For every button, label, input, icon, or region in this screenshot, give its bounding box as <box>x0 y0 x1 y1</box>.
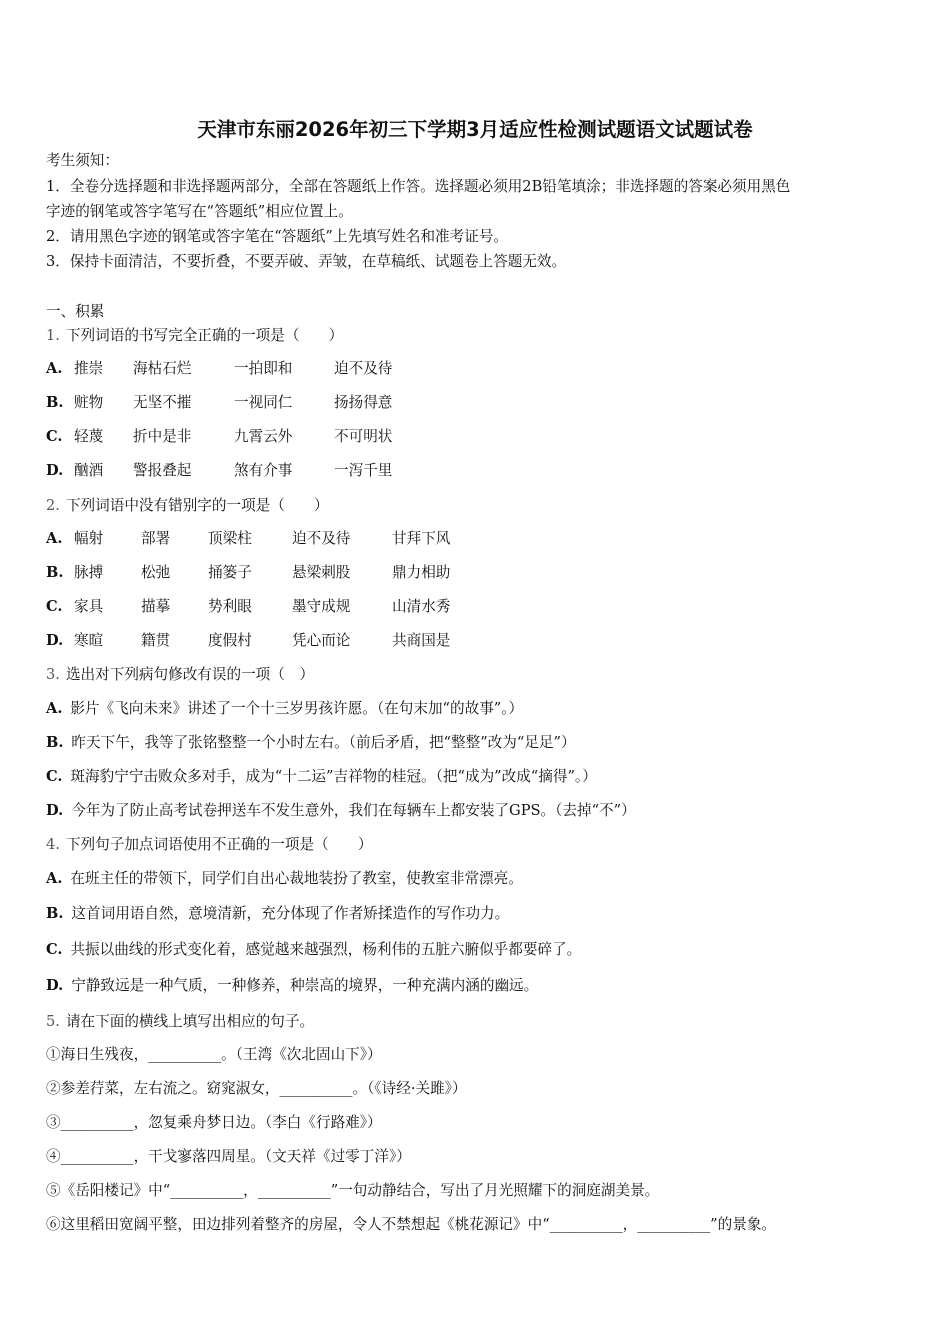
question-number: 4. <box>46 836 60 853</box>
option-word: 一拍即和 <box>234 360 293 377</box>
fill-item-4: ④__________，干戈寥落四周星。（文天祥《过零丁洋》） <box>46 1148 411 1165</box>
question-text: 下列句子加点词语使用不正确的一项是（ ） <box>65 836 373 853</box>
option-word: 墨守成规 <box>292 598 351 615</box>
option-label: D. <box>46 632 64 649</box>
option-text: 共振以曲线的形式变化着，感觉越来越强烈，杨利伟的五脏六腑似乎都要碎了。 <box>70 941 582 958</box>
option-word: 一视同仁 <box>234 394 293 411</box>
option-label: A. <box>46 870 63 887</box>
option-text: 影片《飞向未来》讲述了一个十三岁男孩许愿。（在句末加“的故事”。） <box>70 700 524 717</box>
notice-line-3: 3．保持卡面清洁，不要折叠，不要弄破、弄皱，在草稿纸、试题卷上答题无效。 <box>46 253 567 270</box>
option-word: 扬扬得意 <box>334 394 393 411</box>
question-number: 2. <box>46 497 60 514</box>
option-word: 顶梁柱 <box>208 530 252 547</box>
option-word: 共商国是 <box>392 632 451 649</box>
option-label: A. <box>46 700 63 717</box>
option-label: A. <box>46 530 63 547</box>
fill-item-6: ⑥这里稻田宽阔平整，田边排列着整齐的房屋，令人不禁想起《桃花源记》中“__________，__________”的景象。 <box>46 1216 777 1233</box>
option-label: D. <box>46 977 64 994</box>
question-text: 选出对下列病句修改有误的一项（ ） <box>65 666 315 683</box>
question-2-stem <box>46 496 329 516</box>
option-word: 山清水秀 <box>392 598 451 615</box>
question-3-stem <box>46 665 314 685</box>
option-word: 家具 <box>74 598 104 615</box>
option-word: 部署 <box>141 530 171 547</box>
question-number: 5. <box>46 1013 60 1030</box>
question-text: 下列词语中没有错别字的一项是（ ） <box>65 497 329 514</box>
question-3-option-d <box>46 801 636 821</box>
option-word: 迫不及待 <box>334 360 393 377</box>
option-text: 斑海豹宁宁击败众多对手，成为“十二运”吉祥物的桂冠。（把“成为”改成“摘得”。） <box>70 768 597 785</box>
question-1-stem <box>46 326 343 346</box>
question-4-option-a <box>46 869 523 889</box>
section-heading: 一、积累 <box>46 303 105 320</box>
option-word: 煞有介事 <box>234 462 293 479</box>
option-label: D. <box>46 462 64 479</box>
option-word: 九霄云外 <box>234 428 293 445</box>
option-label: D. <box>46 802 64 819</box>
option-word: 不可明状 <box>334 428 393 445</box>
option-word: 脉搏 <box>74 564 104 581</box>
option-label: C. <box>46 941 63 958</box>
option-text: 在班主任的带领下，同学们自出心裁地装扮了教室，使教室非常漂亮。 <box>70 870 523 887</box>
option-word: 折中是非 <box>133 428 192 445</box>
option-text: 昨天下午，我等了张铭整整一个小时左右。（前后矛盾，把“整整”改为“足足”） <box>71 734 576 751</box>
question-text: 下列词语的书写完全正确的一项是（ ） <box>65 327 344 344</box>
option-label: B. <box>46 734 64 751</box>
option-word: 迫不及待 <box>292 530 351 547</box>
option-word: 凭心而论 <box>292 632 351 649</box>
option-text: 今年为了防止高考试卷押送车不发生意外，我们在每辆车上都安装了GPS。（去掉“不”） <box>71 802 636 819</box>
question-4-option-d <box>46 976 538 996</box>
option-word: 寒暄 <box>74 632 104 649</box>
option-word: 酗酒 <box>74 462 104 479</box>
option-word: 描摹 <box>141 598 171 615</box>
notice-line-1b: 字迹的钢笔或答字笔写在“答题纸”相应位置上。 <box>46 203 353 220</box>
option-label: B. <box>46 905 64 922</box>
question-3-option-a <box>46 699 523 719</box>
option-label: B. <box>46 564 64 581</box>
option-word: 松弛 <box>141 564 171 581</box>
option-word: 鼎力相助 <box>392 564 451 581</box>
question-number: 3. <box>46 666 60 683</box>
question-text: 请在下面的横线上填写出相应的句子。 <box>65 1013 315 1030</box>
option-word: 悬梁刺股 <box>292 564 351 581</box>
fill-item-3: ③__________，忽复乘舟梦日边。（李白《行路难》） <box>46 1114 382 1131</box>
question-number: 1. <box>46 327 60 344</box>
fill-item-5: ⑤《岳阳楼记》中“__________，__________”一句动静结合，写出了月光照耀下的洞庭湖美景。 <box>46 1182 660 1199</box>
option-label: C. <box>46 768 63 785</box>
fill-item-1: ①海日生残夜，__________。（王湾《次北固山下》） <box>46 1046 382 1063</box>
option-word: 一泻千里 <box>334 462 393 479</box>
question-5-stem <box>46 1012 314 1032</box>
option-word: 度假村 <box>208 632 252 649</box>
option-label: A. <box>46 360 63 377</box>
question-4-option-b <box>46 904 509 924</box>
option-label: C. <box>46 428 63 445</box>
option-word: 推崇 <box>74 360 104 377</box>
option-word: 赃物 <box>74 394 104 411</box>
question-3-option-c <box>46 767 597 787</box>
option-word: 轻蔑 <box>74 428 104 445</box>
option-label: C. <box>46 598 63 615</box>
option-word: 籍贯 <box>141 632 171 649</box>
question-4-stem <box>46 835 372 855</box>
notice-heading: 考生须知： <box>46 152 119 169</box>
option-word: 海枯石烂 <box>133 360 192 377</box>
question-4-option-c <box>46 940 581 960</box>
notice-line-1a: 1．全卷分选择题和非选择题两部分，全部在答题纸上作答。选择题必须用2B铅笔填涂；非选择题的答案必须用黑色 <box>46 178 791 195</box>
option-word: 警报叠起 <box>133 462 192 479</box>
option-text: 宁静致远是一种气质，一种修养，种崇高的境界，一种充满内涵的幽远。 <box>71 977 539 994</box>
option-word: 无坚不摧 <box>133 394 192 411</box>
option-word: 势利眼 <box>208 598 252 615</box>
option-word: 甘拜下风 <box>392 530 451 547</box>
option-label: B. <box>46 394 64 411</box>
option-word: 幅射 <box>74 530 104 547</box>
question-3-option-b <box>46 733 576 753</box>
option-word: 捅篓子 <box>208 564 252 581</box>
option-text: 这首词用语自然，意境清新，充分体现了作者矫揉造作的写作功力。 <box>71 905 510 922</box>
page-title: 天津市东丽2026年初三下学期3月适应性检测试题语文试题试卷 <box>197 118 753 141</box>
fill-item-2: ②参差荇菜，左右流之。窈窕淑女，__________。（《诗经·关雎》） <box>46 1080 467 1097</box>
notice-line-2: 2．请用黑色字迹的钢笔或答字笔在“答题纸”上先填写姓名和准考证号。 <box>46 228 509 245</box>
